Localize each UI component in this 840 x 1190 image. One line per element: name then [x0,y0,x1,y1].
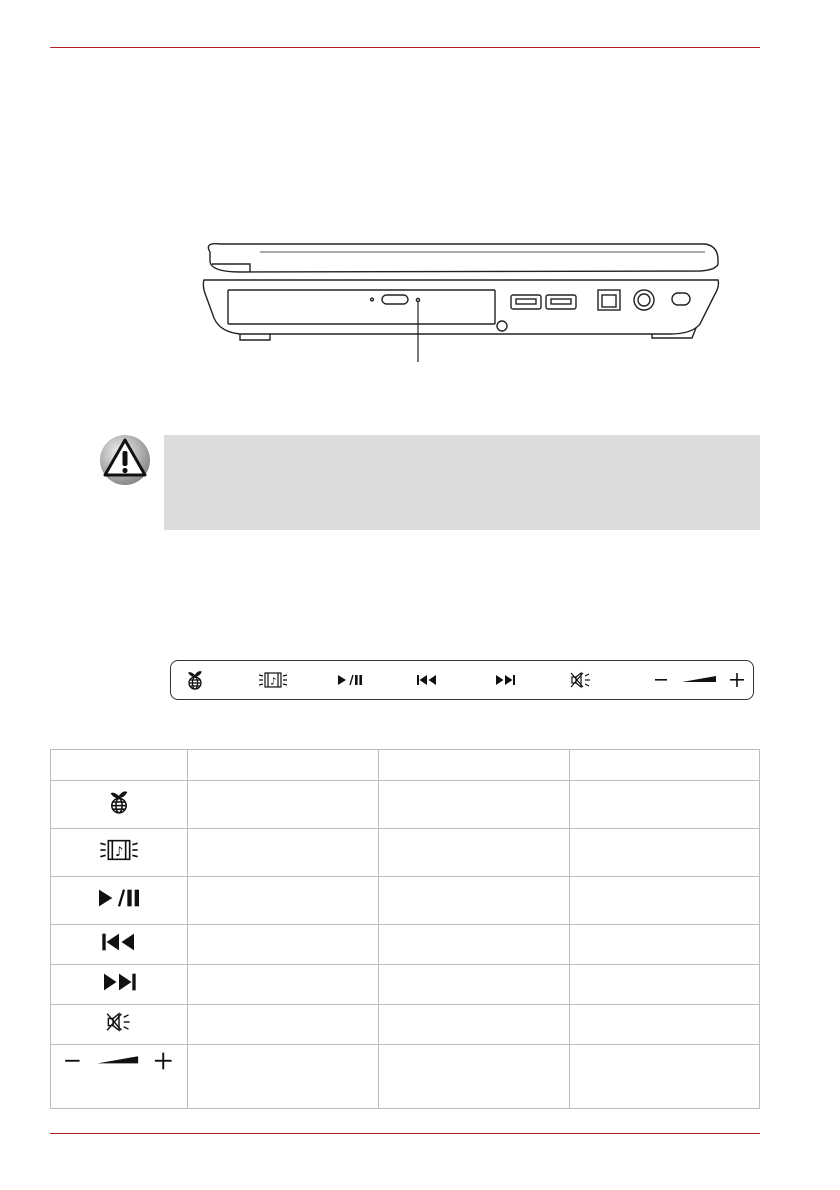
table-header-row [51,750,760,781]
volume-control[interactable] [653,670,747,690]
play-pause-icon [85,888,153,908]
table-cell [379,877,570,925]
next-track-icon [92,972,146,992]
caution-triangle-icon [99,434,151,486]
table-cell [188,781,379,829]
table-cell [379,781,570,829]
table-cell [379,925,570,965]
play-pause-button[interactable] [337,670,363,690]
table-row [51,1045,760,1109]
mute-speaker-icon [570,671,592,689]
laptop-lid [208,244,718,272]
table-row [51,925,760,965]
drive-eject-button [382,295,408,304]
mute-button[interactable] [569,670,593,690]
button-function-table [50,749,760,1109]
film-music-icon [258,671,288,689]
volume-slider-icon [64,1051,174,1071]
caution-note-box [164,435,760,530]
table-cell [188,965,379,1005]
security-lock-slot [672,293,690,305]
laptop-base [203,280,718,334]
table-cell [188,829,379,877]
svg-text:♪: ♪ [270,676,277,688]
table-header [51,750,188,781]
table-cell [570,877,760,925]
table-cell [570,1005,760,1045]
footer-rule [50,1133,760,1134]
table-cell [570,965,760,1005]
internet-button[interactable] [183,670,207,690]
table-cell [570,1045,760,1109]
media-button-panel [170,660,754,700]
next-track-icon [494,674,516,686]
table-cell [379,965,570,1005]
header-rule [50,47,760,48]
table-row [51,877,760,925]
volume-slider-icon [654,672,746,688]
table-row [51,829,760,877]
table-cell [570,925,760,965]
next-button[interactable] [493,670,517,690]
film-music-icon [99,838,139,862]
media-player-button[interactable] [257,670,289,690]
table-cell [570,781,760,829]
table-cell [570,829,760,877]
table-header [188,750,379,781]
globe-leaf-icon [186,670,204,690]
mute-speaker-icon [106,1011,132,1033]
table-cell [379,829,570,877]
table-row [51,1005,760,1045]
dc-in-jack [634,290,654,310]
previous-track-icon [416,674,438,686]
table-cell [379,1045,570,1109]
table-cell [188,925,379,965]
drive-eject-hole [416,298,419,301]
table-row [51,965,760,1005]
table-header [570,750,760,781]
previous-track-icon [92,932,146,952]
play-pause-icon [337,674,363,686]
table-header [379,750,570,781]
table-cell [379,1005,570,1045]
previous-button[interactable] [415,670,439,690]
table-cell [188,877,379,925]
table-row [51,781,760,829]
laptop-right-side-illustration [200,238,722,380]
svg-text:♪: ♪ [115,845,124,860]
table-cell [188,1005,379,1045]
globe-leaf-icon [108,790,130,814]
table-cell [188,1045,379,1109]
